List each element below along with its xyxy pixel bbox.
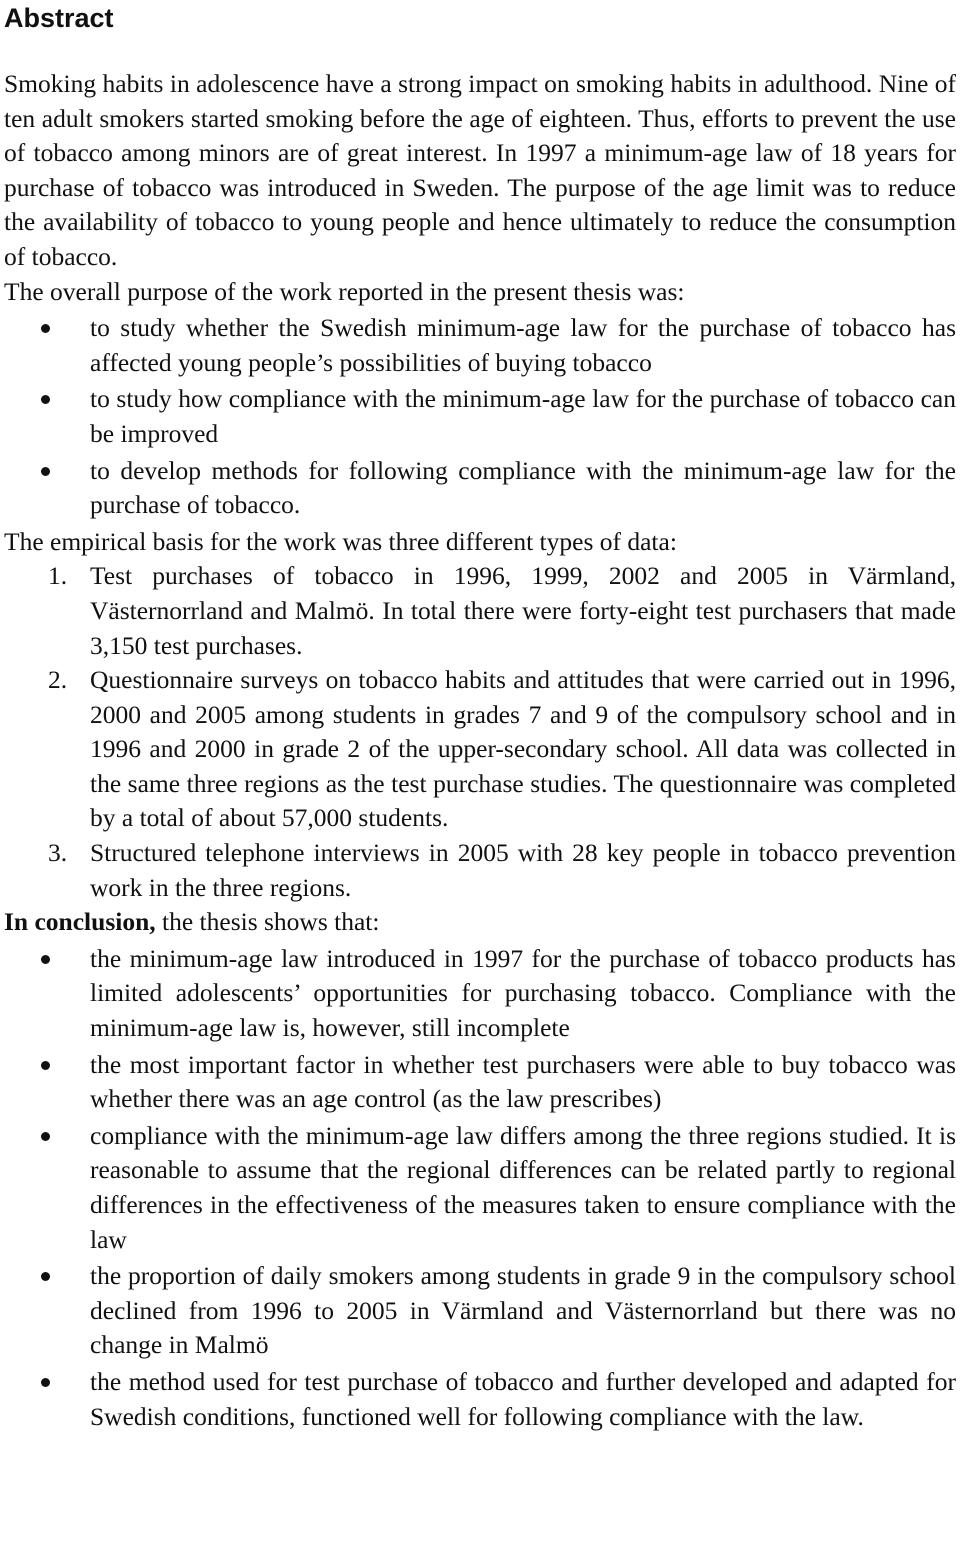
- intro-paragraph: Smoking habits in adolescence have a strong impact on smoking habits in adulthood. Nine of ten adult smokers started smoking before the age of eighteen. Thus, efforts to prevent the use of tobacco among minors are of great interest. In 1997 a minimum-age law of 18 years for purchase of tobacco was introduced in Sweden. The purpose of the age limit was to reduce the availability of tobacco to young people and hence ultimately to reduce the consumption of tobacco.: [4, 69, 956, 271]
- conclusion-lead: In conclusion,: [4, 907, 156, 937]
- conclusion-lead-rest: the thesis shows that:: [155, 907, 380, 937]
- data-source-text: Structured telephone interviews in 2005 with 28 key people in tobacco prevention work in the three regions.: [90, 838, 956, 902]
- data-source-list: [4, 559, 956, 905]
- item-number: 2.: [48, 665, 68, 695]
- bullet-icon: [41, 395, 50, 404]
- purpose-list: [4, 311, 956, 523]
- heading-spacer: [4, 40, 956, 67]
- conclusion-item: [4, 1119, 956, 1257]
- purpose-item-text: to develop methods for following compliance with the minimum-age law for the purchase of tobacco.: [90, 455, 956, 520]
- conclusion-item-text: the minimum-age law introduced in 1997 for the purchase of tobacco products has limited adolescents’ opportunities for purchasing tobacco. Compliance with the minimum-age law is, however, still incomplete: [90, 943, 956, 1043]
- conclusion-list: [4, 942, 956, 1434]
- bullet-icon: [41, 1061, 50, 1070]
- purpose-item-text: to study how compliance with the minimum-age law for the purchase of tobacco can be improved: [90, 384, 956, 448]
- conclusion-item-text: the method used for test purchase of tobacco and further developed and adapted for Swedish conditions, functioned well for following compliance with the law.: [90, 1366, 956, 1431]
- data-intro: The empirical basis for the work was three different types of data:: [4, 526, 677, 556]
- data-source-text: Questionnaire surveys on tobacco habits and attitudes that were carried out in 1996, 2000 and 2005 among students in grades 7 and 9 of the compulsory school and in 1996 and 2000 in grade 2 of the upper-secondary school. All data was collected in the same three regions as the test purchase studies. The questionnaire was completed by a total of about 57,000 students.: [90, 665, 956, 833]
- bullet-icon: [41, 955, 50, 964]
- conclusion-intro: [4, 905, 956, 940]
- conclusion-item: [4, 1048, 956, 1117]
- bullet-icon: [41, 1272, 50, 1281]
- bullet-icon: [41, 1378, 50, 1387]
- item-number: 1.: [48, 561, 68, 591]
- data-source-item: [4, 663, 956, 836]
- bullet-icon: [41, 1132, 50, 1141]
- purpose-item: [4, 454, 956, 523]
- purpose-item-text: to study whether the Swedish minimum-age law for the purchase of tobacco has affected young people’s possibilities of buying tobacco: [90, 313, 956, 377]
- data-source-item: [4, 559, 956, 663]
- item-number: 3.: [48, 838, 68, 868]
- conclusion-item: [4, 1259, 956, 1363]
- purpose-intro: The overall purpose of the work reported in the present thesis was:: [4, 276, 685, 306]
- purpose-item: [4, 311, 956, 380]
- conclusion-item-text: the most important factor in whether test purchasers were able to buy tobacco was whether there was an age control (as the law prescribes): [90, 1049, 956, 1114]
- conclusion-item: [4, 942, 956, 1046]
- conclusion-item: [4, 1365, 956, 1434]
- data-source-item: [4, 836, 956, 905]
- bullet-icon: [41, 324, 50, 333]
- data-source-text: Test purchases of tobacco in 1996, 1999, 2002 and 2005 in Värmland, Västernorrland and Malmö. In total there were forty-eight test purchasers that made 3,150 test purchases.: [90, 561, 956, 660]
- conclusion-item-text: compliance with the minimum-age law differs among the three regions studied. It is reasonable to assume that the regional differences can be related partly to regional differences in the effectiveness of the measures taken to ensure compliance with the law: [90, 1120, 956, 1254]
- purpose-item: [4, 382, 956, 451]
- bullet-icon: [41, 467, 50, 476]
- abstract-heading: Abstract: [4, 3, 114, 33]
- conclusion-item-text: the proportion of daily smokers among students in grade 9 in the compulsory school declined from 1996 to 2005 in Värmland and Västernorrland but there was no change in Malmö: [90, 1261, 956, 1360]
